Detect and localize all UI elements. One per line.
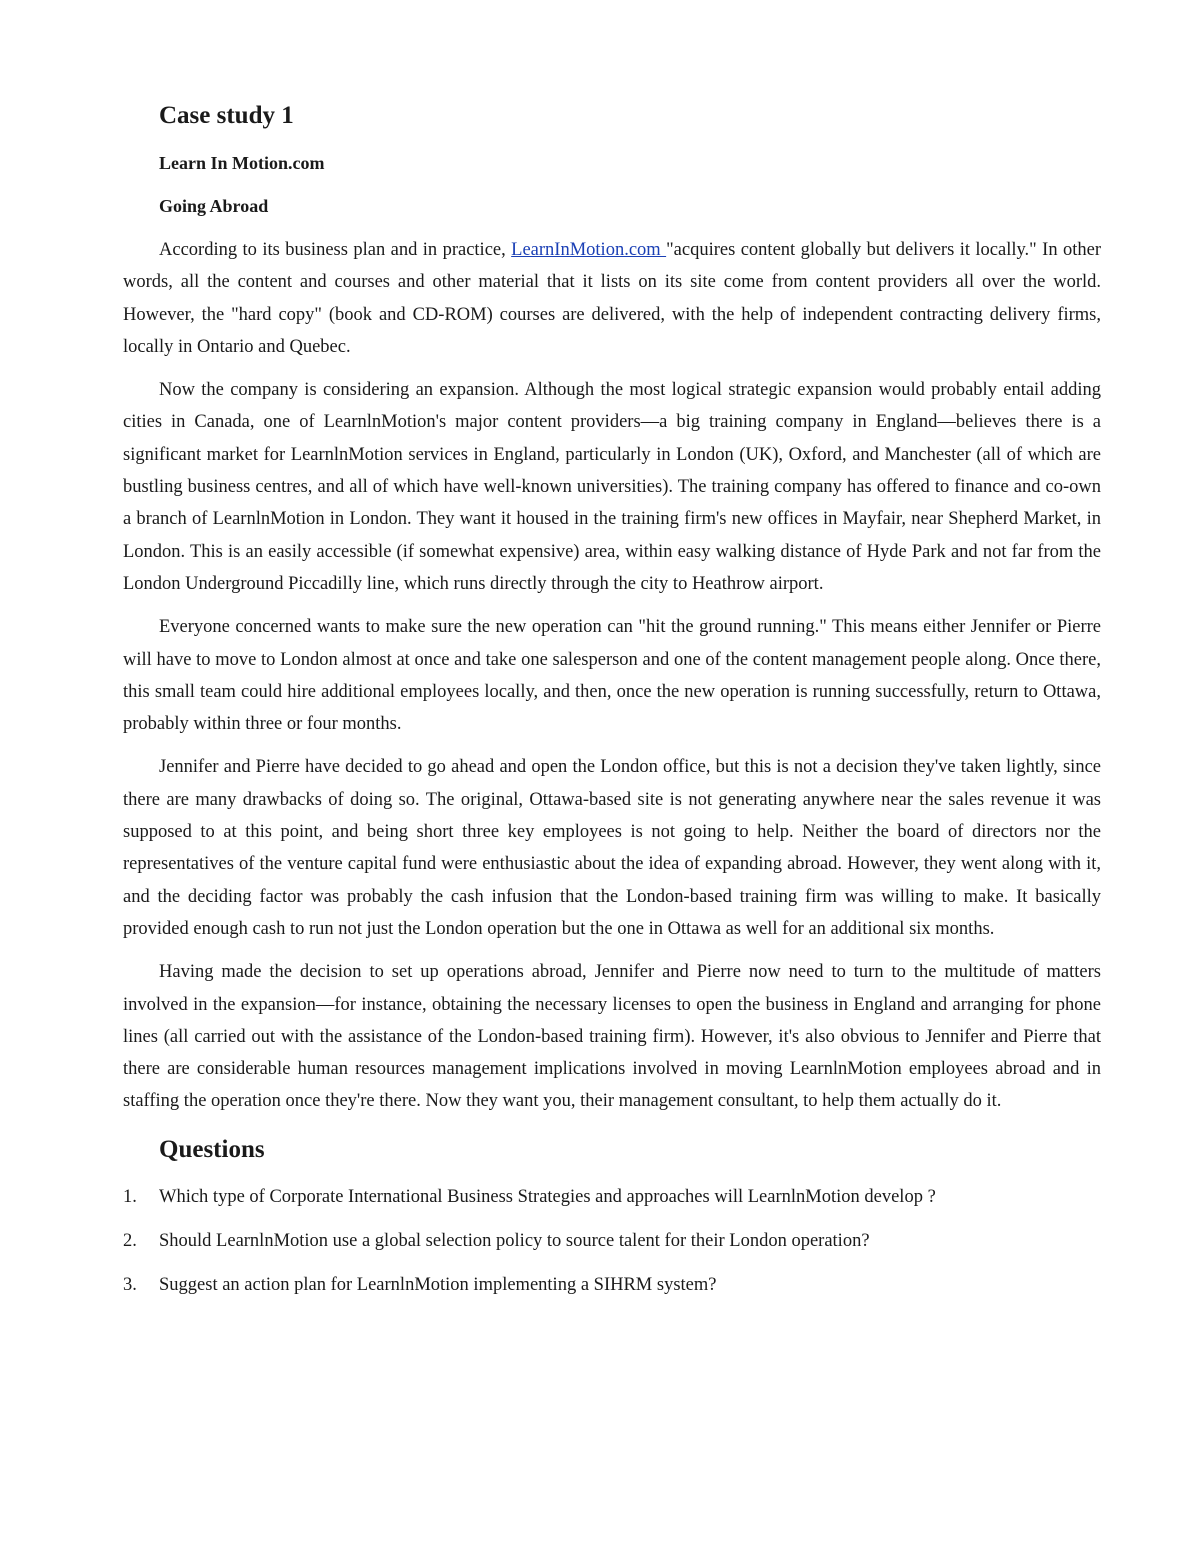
section-heading: Going Abroad	[159, 196, 269, 216]
paragraph-4: Jennifer and Pierre have decided to go ahead and open the London office, but this is not a decision they've taken lightly, since there are many drawbacks of doing so. The original, Ottawa-based site is not generating anywhere near the sales revenue it was supposed to at this point, and being short three key employees is not going to help. Neither the board of directors nor the representatives of the venture capital fund were enthusiastic about the idea of expanding abroad. However, they went along with it, and the deciding factor was probably the cash infusion that the London-based training firm was willing to make. It basically provided enough cash to run not just the London operation but the one in Ottawa as well for an additional six months.	[123, 757, 1101, 939]
case-study-title: Case study 1	[159, 102, 294, 129]
question-text: Which type of Corporate International Business Strategies and approaches will LearnlnMotion develop ?	[159, 1186, 936, 1207]
questions-list	[123, 1181, 1101, 1301]
questions-heading: Questions	[159, 1135, 265, 1163]
paragraph-1-rest: "acquires content globally but delivers it locally." In other words, all the content and courses and other material that it lists on its site come from content providers all over the world. However, the "hard copy" (book and CD-ROM) courses are delivered, with the help of independent contracting delivery firms, locally in Ontario and Quebec.	[123, 240, 1102, 357]
paragraph-3: Everyone concerned wants to make sure the new operation can "hit the ground running." This means either Jennifer or Pierre will have to move to London almost at once and take one salesperson and one of the content management people along. Once there, this small team could hire additional employees locally, and then, once the new operation is running successfully, return to Ottawa, probably within three or four months.	[123, 617, 1101, 735]
question-item	[123, 1225, 1101, 1257]
paragraph-1-lead: According to its business plan and in practice,	[159, 240, 512, 260]
document-page	[123, 96, 1101, 1313]
question-item	[123, 1181, 1101, 1213]
paragraph-1	[123, 234, 1101, 363]
company-subtitle: Learn In Motion.com	[159, 153, 325, 173]
question-number: 3.	[123, 1274, 137, 1295]
question-text: Suggest an action plan for LearnlnMotion implementing a SIHRM system?	[159, 1274, 717, 1295]
learninmotion-link[interactable]: LearnInMotion.com	[511, 240, 667, 260]
question-text: Should LearnlnMotion use a global selection policy to source talent for their London operation?	[159, 1230, 870, 1251]
paragraph-2: Now the company is considering an expansion. Although the most logical strategic expansion would probably entail adding cities in Canada, one of LearnlnMotion's major content providers—a big training company in England—believes there is a significant market for LearnlnMotion services in England, particularly in London (UK), Oxford, and Manchester (all of which are bustling business centres, and all of which have well-known universities). The training company has offered to finance and co-own a branch of LearnlnMotion in London. They want it housed in the training firm's new offices in Mayfair, near Shepherd Market, in London. This is an easily accessible (if somewhat expensive) area, within easy walking distance of Hyde Park and not far from the London Underground Piccadilly line, which runs directly through the city to Heathrow airport.	[123, 380, 1101, 594]
question-item	[123, 1269, 1101, 1301]
paragraph-5: Having made the decision to set up operations abroad, Jennifer and Pierre now need to turn to the multitude of matters involved in the expansion—for instance, obtaining the necessary licenses to open the business in England and arranging for phone lines (all carried out with the assistance of the London-based training firm). However, it's also obvious to Jennifer and Pierre that there are considerable human resources management implications involved in moving LearnlnMotion employees abroad and in staffing the operation once they're there. Now they want you, their management consultant, to help them actually do it.	[123, 962, 1101, 1112]
question-number: 1.	[123, 1186, 137, 1207]
question-number: 2.	[123, 1230, 137, 1251]
